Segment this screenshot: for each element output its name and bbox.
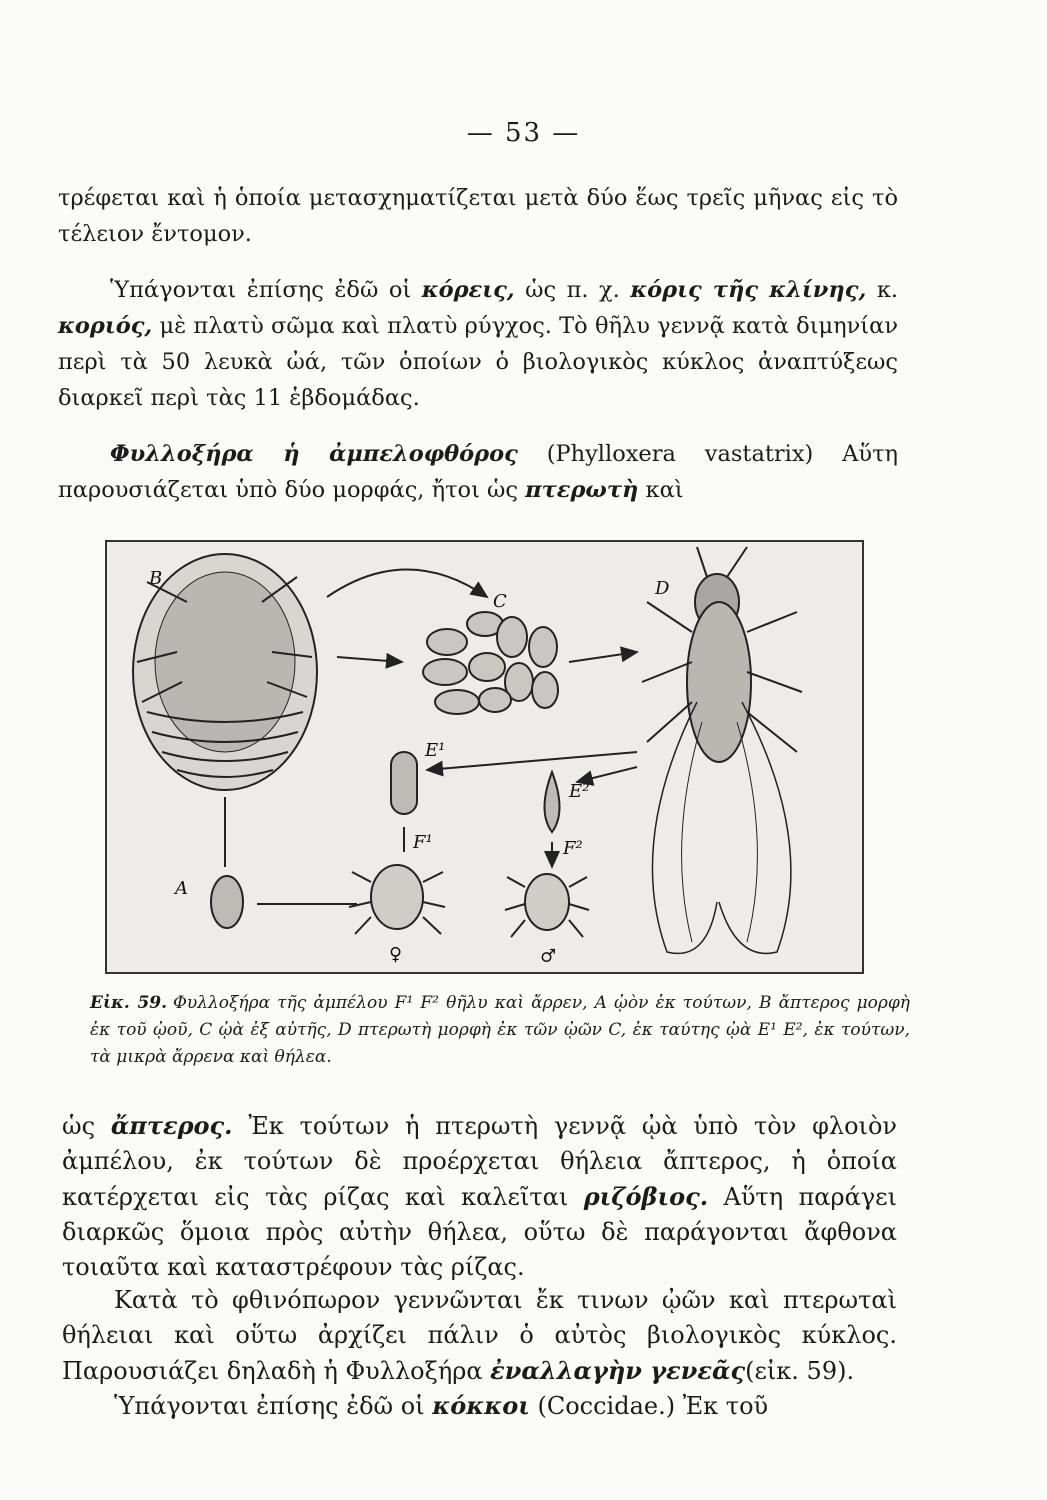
label-female: ♀ xyxy=(389,944,403,965)
paragraph-5: Κατὰ τὸ φθινόπωρον γεννῶνται ἔκ τινων ᾠῶν καὶ πτερωταὶ θήλειαι καὶ οὕτω ἀρχίζει πάλιν ὁ αὐτὸς βιολογικὸς κύκλος. Παρουσιάζει δηλαδὴ ἡ Φυλλοξήρα ἐναλλαγὴν γενεᾶς(εἰκ. 59). xyxy=(62,1286,897,1385)
egg-e1 xyxy=(391,752,417,814)
arrow-d-to-e2 xyxy=(577,767,637,782)
winged-form-d xyxy=(642,547,802,953)
paragraph-2: Ὑπάγονται ἐπίσης ἐδῶ οἱ κόρεις, ὡς π. χ. κόρις τῆς κλίνης, κ. κοριός, μὲ πλατὺ σῶμα καὶ πλατὺ ρύγχος. Τὸ θῆλυ γεννᾷ κατὰ διμηνίαν περὶ τὰ 50 λευκὰ ὠά, τῶν ὁποίων ὁ βιολογικὸς κύκλος ἀναπτύξεως διαρκεῖ περὶ τὰς 11 ἑβδομάδας. xyxy=(58,277,899,411)
paragraph-3: Φυλλοξήρα ἡ ἀμπελοφθόρος (Phylloxera vastatrix) Αὕτη παρουσιάζεται ὑπὸ δύο μορφάς, ἤτοι ὡς πτερωτὴ καὶ xyxy=(58,441,899,503)
page-number: — 53 — xyxy=(466,118,581,148)
label-b: B xyxy=(149,568,163,589)
figure-caption xyxy=(90,990,910,1071)
arrow-d-to-e1 xyxy=(427,752,637,770)
label-c: C xyxy=(493,591,507,612)
label-male: ♂ xyxy=(540,946,557,967)
arrow-c-to-d xyxy=(569,652,637,662)
label-a: A xyxy=(175,878,188,899)
apterous-form-b xyxy=(133,554,317,790)
figure-illustration xyxy=(107,542,862,972)
arrow-b-to-c-2 xyxy=(337,657,402,662)
female-f1 xyxy=(349,865,445,934)
label-d: D xyxy=(655,578,670,599)
male-f2 xyxy=(505,874,589,937)
caption-label: Εἰκ. 59. xyxy=(90,993,168,1013)
caption-text: Φυλλοξήρα τῆς ἀμπέλου F¹ F² θῆλυ καὶ ἄρρεν, A ᾠὸν ἐκ τούτων, B ἄπτερος μορφὴ ἐκ τοῦ ᾠοῦ, C ᾠὰ ἐξ αὐτῆς, D πτερωτὴ μορφὴ ἐκ τῶν ᾠῶν C, ἐκ ταύτης ᾠὰ E¹ E², ἐκ τούτων, τὰ μικρὰ ἄρρενα καὶ θήλεα. xyxy=(90,993,910,1067)
paragraph-6: Ὑπάγονται ἐπίσης ἐδῶ οἱ κόκκοι (Coccidae.) Ἐκ τοῦ xyxy=(114,1391,769,1420)
egg-e2 xyxy=(545,772,560,832)
arrow-b-to-c xyxy=(327,570,487,598)
eggs-c xyxy=(423,612,558,714)
paragraph-4: ὡς ἄπτερος. Ἐκ τούτων ἡ πτερωτὴ γεννᾷ ᾠὰ ὑπὸ τὸν φλοιὸν ἀμπέλου, ἐκ τούτων δὲ προέρχεται θήλεια ἄπτερος, ἡ ὁποία κατέρχεται εἰς τὰς ρίζας καὶ καλεῖται ριζόβιος. Αὕτη παράγει διαρκῶς ὅμοια πρὸς αὐτὴν θήλεα, οὕτω δὲ παράγονται ἄφθονα τοιαῦτα καὶ καταστρέφουν τὰς ρίζας. xyxy=(62,1111,898,1281)
egg-a xyxy=(211,876,243,928)
label-e2: E² xyxy=(569,781,590,802)
label-e1: E¹ xyxy=(425,740,446,761)
phylloxera-life-cycle-figure xyxy=(105,540,864,974)
paragraph-1: τρέφεται καὶ ἡ ὁποία μετασχηματίζεται μετὰ δύο ἕως τρεῖς μῆνας εἰς τὸ τέλειον ἔντομον. xyxy=(58,185,898,247)
label-f2: F² xyxy=(563,838,583,859)
label-f1: F¹ xyxy=(413,832,433,853)
